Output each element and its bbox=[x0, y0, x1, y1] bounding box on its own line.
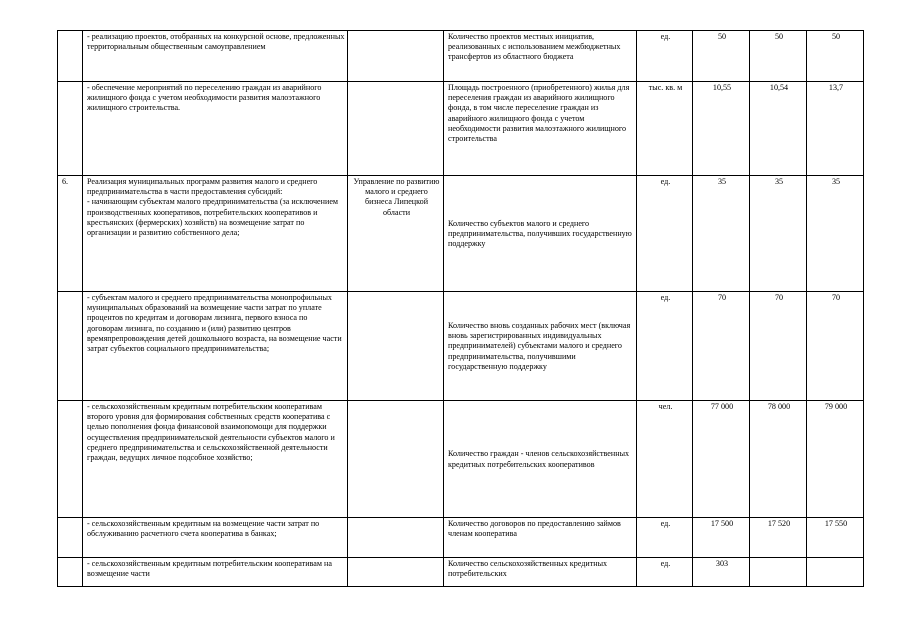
table-row bbox=[58, 292, 864, 401]
value-year-3: 79 000 bbox=[807, 401, 864, 518]
unit-of-measure: ед. bbox=[637, 176, 693, 292]
executor-name bbox=[348, 401, 444, 518]
value-year-3: 35 bbox=[807, 176, 864, 292]
task-description: - сельскохозяйственным кредитным потребительским кооперативам на возмещение части bbox=[83, 558, 348, 587]
unit-of-measure: чел. bbox=[637, 401, 693, 518]
value-year-3: 17 550 bbox=[807, 518, 864, 558]
value-year-1: 77 000 bbox=[693, 401, 750, 518]
indicator-name: Количество проектов местных инициатив, реализованных с использованием межбюджетных трансфертов из областного бюджета bbox=[444, 31, 637, 82]
indicator-name: Количество граждан - членов сельскохозяйственных кредитных потребительских кооперативов bbox=[444, 401, 637, 518]
unit-of-measure: ед. bbox=[637, 292, 693, 401]
unit-of-measure: ед. bbox=[637, 31, 693, 82]
executor-name bbox=[348, 82, 444, 176]
row-number bbox=[58, 558, 83, 587]
task-description: - реализацию проектов, отобранных на конкурсной основе, предложенных территориальным общественным самоуправлением bbox=[83, 31, 348, 82]
indicator-name: Количество сельскохозяйственных кредитных потребительских bbox=[444, 558, 637, 587]
table-row bbox=[58, 518, 864, 558]
value-year-3: 70 bbox=[807, 292, 864, 401]
table-row bbox=[58, 31, 864, 82]
indicator-name: Количество вновь созданных рабочих мест (включая вновь зарегистрированных индивидуальных предпринимателей) субъектами малого и среднего предпринимательства, получившими государственную поддержку bbox=[444, 292, 637, 401]
value-year-1: 303 bbox=[693, 558, 750, 587]
table-row bbox=[58, 176, 864, 292]
task-description: - обеспечение мероприятий по переселению граждан из аварийного жилищного фонда с учетом необходимости развития малоэтажного жилищного строительства. bbox=[83, 82, 348, 176]
value-year-1: 50 bbox=[693, 31, 750, 82]
value-year-1: 70 bbox=[693, 292, 750, 401]
executor-name bbox=[348, 31, 444, 82]
row-number bbox=[58, 82, 83, 176]
row-number: 6. bbox=[58, 176, 83, 292]
indicator-name: Площадь построенного (приобретенного) жилья для переселения граждан из аварийного жилищного фонда, в том числе переселение граждан из аварийного жилищного фонда с учетом необходимости развития малоэтажного жилищного строительства bbox=[444, 82, 637, 176]
table-row bbox=[58, 401, 864, 518]
value-year-2: 78 000 bbox=[750, 401, 807, 518]
table-row bbox=[58, 82, 864, 176]
value-year-1: 10,55 bbox=[693, 82, 750, 176]
value-year-2 bbox=[750, 558, 807, 587]
unit-of-measure: ед. bbox=[637, 558, 693, 587]
row-number bbox=[58, 31, 83, 82]
unit-of-measure: ед. bbox=[637, 518, 693, 558]
value-year-2: 70 bbox=[750, 292, 807, 401]
value-year-1: 17 500 bbox=[693, 518, 750, 558]
executor-name bbox=[348, 518, 444, 558]
row-number bbox=[58, 292, 83, 401]
value-year-2: 17 520 bbox=[750, 518, 807, 558]
value-year-3: 13,7 bbox=[807, 82, 864, 176]
task-description: - сельскохозяйственным кредитным потребительским кооперативам второго уровня для формирования собственных средств кооператива с целью пополнения фонда финансовой взаимопомощи для поддержки осуществления предпринимательской деятельности субъектов малого и среднего предпринимательства и сельскохозяйственной деятельности граждан, ведущих личное подсобное хозяйство; bbox=[83, 401, 348, 518]
value-year-2: 50 bbox=[750, 31, 807, 82]
value-year-2: 10,54 bbox=[750, 82, 807, 176]
row-number bbox=[58, 401, 83, 518]
table-row bbox=[58, 558, 864, 587]
unit-of-measure: тыс. кв. м bbox=[637, 82, 693, 176]
task-description: - сельскохозяйственным кредитным на возмещение части затрат по обслуживанию расчетного счета кооператива в банках; bbox=[83, 518, 348, 558]
indicator-name: Количество договоров по предоставлению займов членам кооператива bbox=[444, 518, 637, 558]
value-year-2: 35 bbox=[750, 176, 807, 292]
value-year-3 bbox=[807, 558, 864, 587]
executor-name bbox=[348, 558, 444, 587]
task-description: - субъектам малого и среднего предпринимательства монопрофильных муниципальных образований на возмещение части затрат по уплате процентов по кредитам и договорам лизинга, первого взноса по договорам лизинга, по созданию и (или) развитию центров времяпрепровождения детей дошкольного возраста, на возмещение части затрат субъектов социального предпринимательства; bbox=[83, 292, 348, 401]
task-description: Реализация муниципальных программ развития малого и среднего предпринимательства в части предоставления субсидий: - начинающим субъектам малого предпринимательства (за исключением производственных кооперативов, потребительских кооперативов и крестьянских (фермерских) хозяйств) на возмещение затрат по организации и развитию собственного дела; bbox=[83, 176, 348, 292]
value-year-1: 35 bbox=[693, 176, 750, 292]
program-table bbox=[57, 30, 864, 587]
executor-name bbox=[348, 292, 444, 401]
indicator-name: Количество субъектов малого и среднего предпринимательства, получивших государственную поддержку bbox=[444, 176, 637, 292]
value-year-3: 50 bbox=[807, 31, 864, 82]
executor-name: Управление по развитию малого и среднего бизнеса Липецкой области bbox=[348, 176, 444, 292]
row-number bbox=[58, 518, 83, 558]
